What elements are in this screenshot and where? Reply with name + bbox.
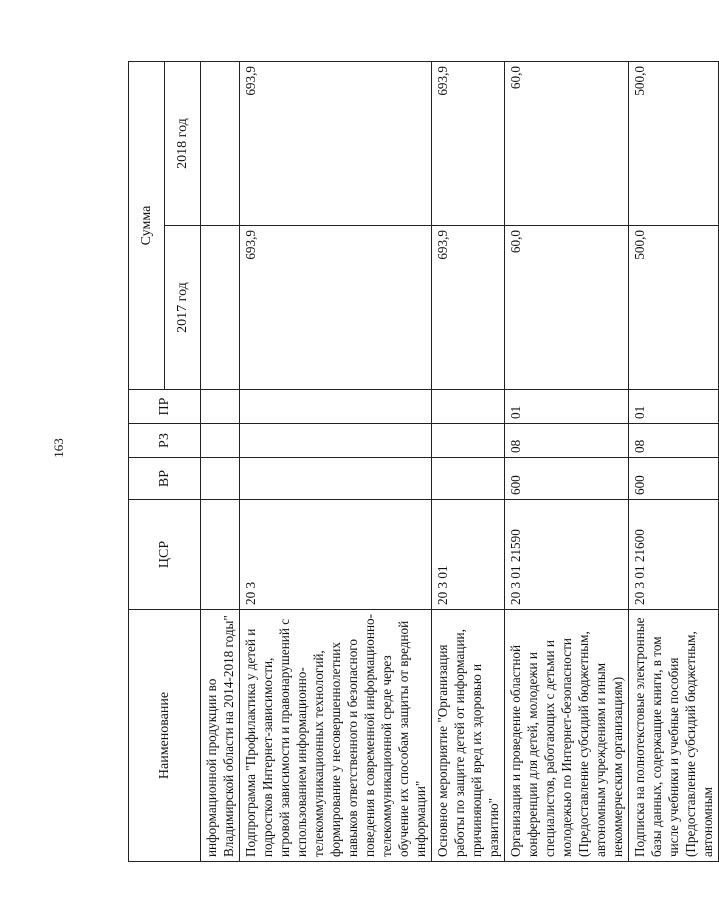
cell-vr xyxy=(201,458,240,500)
cell-2018 xyxy=(201,62,240,226)
table-row xyxy=(201,62,240,862)
cell-pr: 01 xyxy=(629,390,719,424)
page-number: 163 xyxy=(51,438,66,458)
cell-2017 xyxy=(201,226,240,390)
cell-2017: 693,9 xyxy=(432,226,505,390)
header-vr: ВР xyxy=(129,458,201,500)
cell-csr: 20 3 01 xyxy=(432,500,505,610)
table-row xyxy=(505,62,629,862)
cell-vr: 600 xyxy=(505,458,629,500)
header-rz: РЗ xyxy=(129,424,201,458)
cell-name: Подписка на полнотекстовые электронные базы данных, содержащие книги, в том числе учебники и учебные пособия (Предоставление субсидий бюджетным, автономным xyxy=(629,610,719,862)
cell-vr xyxy=(432,458,505,500)
cell-2018: 60,0 xyxy=(505,62,629,226)
cell-2018: 693,9 xyxy=(240,62,432,226)
cell-rz xyxy=(201,424,240,458)
budget-table xyxy=(128,61,719,862)
cell-name: информационной продукции во Владимирской области на 2014-2018 годы" xyxy=(201,610,240,862)
cell-rz: 08 xyxy=(505,424,629,458)
cell-csr xyxy=(201,500,240,610)
table-row xyxy=(629,62,719,862)
header-name: Наименование xyxy=(129,610,201,862)
table-row xyxy=(432,62,505,862)
cell-pr xyxy=(201,390,240,424)
cell-pr: 01 xyxy=(505,390,629,424)
cell-name: Подпрограмма "Профилактика у детей и подростков Интернет-зависимости, игровой зависимости и правонарушений с использованием информационно-телекоммуникационных технологий, формирование у несовершеннолетних навыков ответственного и безопасного поведения в современной информационно-телекоммуникационной среде через обучение их способам защиты от вредной информации" xyxy=(240,610,432,862)
header-pr: ПР xyxy=(129,390,201,424)
cell-name: Организация и проведение областной конференции для детей, молодежи и специалистов, работающих с детьми и молодежью по Интернет-безопасности (Предоставление субсидий бюджетным, автономным учреждениям и иным некоммерческим организациям) xyxy=(505,610,629,862)
header-2017: 2017 год xyxy=(165,226,201,390)
cell-rz xyxy=(240,424,432,458)
cell-vr xyxy=(240,458,432,500)
cell-2018: 693,9 xyxy=(432,62,505,226)
cell-2017: 60,0 xyxy=(505,226,629,390)
header-sum: Сумма xyxy=(129,62,165,390)
cell-rz xyxy=(432,424,505,458)
cell-2017: 500,0 xyxy=(629,226,719,390)
cell-2017: 693,9 xyxy=(240,226,432,390)
cell-csr: 20 3 01 21600 xyxy=(629,500,719,610)
cell-pr xyxy=(432,390,505,424)
cell-rz: 08 xyxy=(629,424,719,458)
cell-pr xyxy=(240,390,432,424)
budget-table-sheet xyxy=(128,62,715,862)
table-row xyxy=(240,62,432,862)
cell-vr: 600 xyxy=(629,458,719,500)
cell-csr: 20 3 01 21590 xyxy=(505,500,629,610)
header-csr: ЦСР xyxy=(129,500,201,610)
cell-2018: 500,0 xyxy=(629,62,719,226)
cell-name: Основное мероприятие "Организация работы по защите детей от информации, причиняющей вред их здоровью и развитию" xyxy=(432,610,505,862)
cell-csr: 20 3 xyxy=(240,500,432,610)
header-2018: 2018 год xyxy=(165,62,201,226)
